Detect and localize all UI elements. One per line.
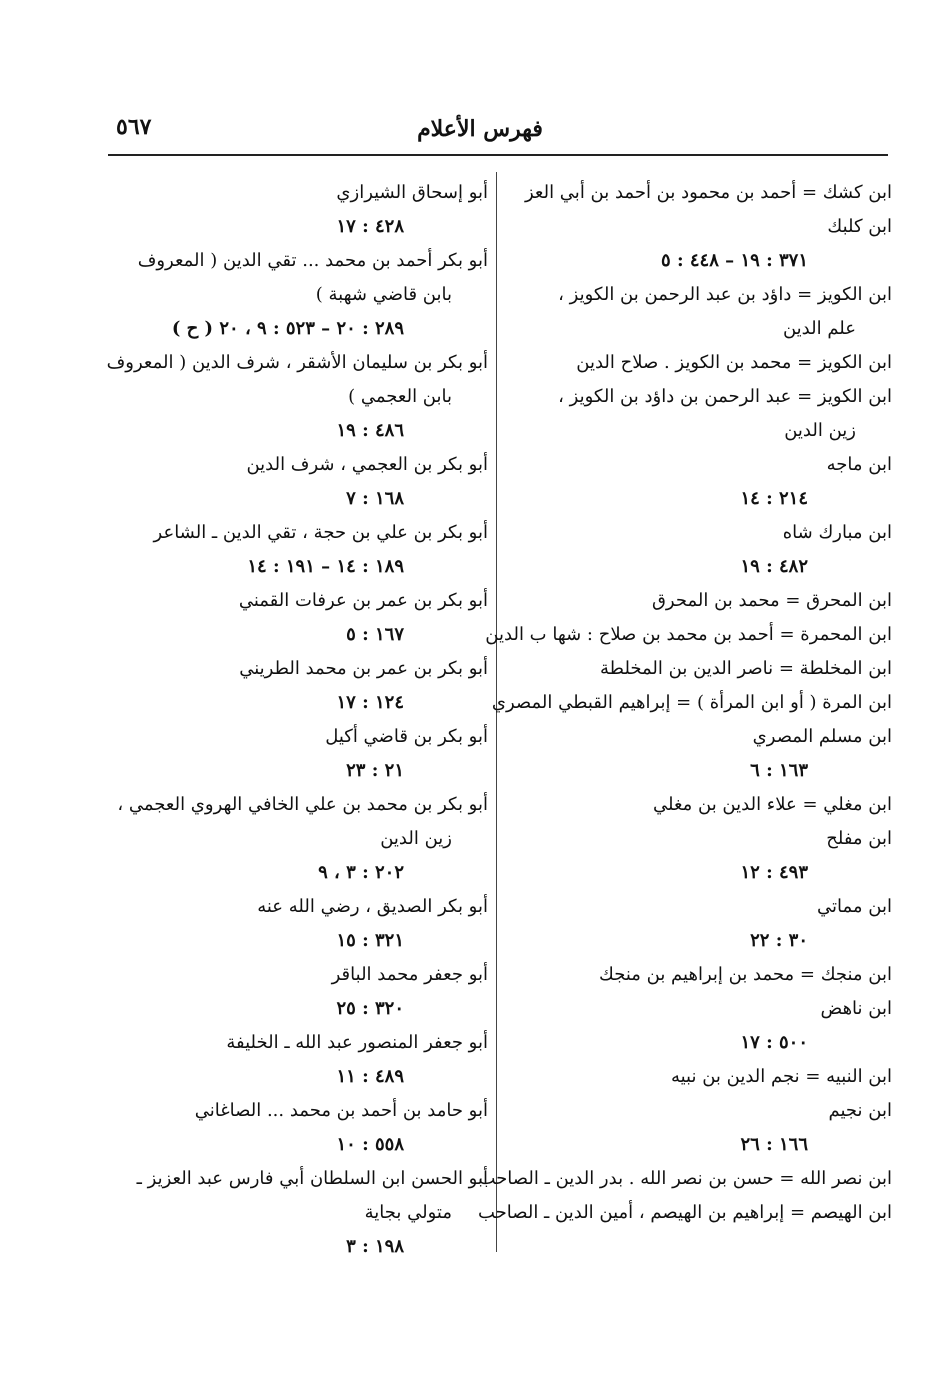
index-entry-name: أبو إسحاق الشيرازي: [336, 182, 488, 203]
index-entry-continuation: علم الدين: [782, 318, 856, 339]
index-entry-name: ابن مفلح: [826, 828, 892, 849]
index-page-reference: ٣٠ : ٢٢: [750, 930, 808, 951]
index-entry-name: ابن نصر الله = حسن بن نصر الله . بدر الدين ـ الصاحب: [478, 1168, 892, 1189]
index-page-reference: ٢١ : ٢٣: [346, 760, 404, 781]
index-entry-name: أبو بكر بن سليمان الأشقر ، شرف الدين ( المعروف: [106, 352, 488, 373]
index-entry-name: أبو بكر الصديق ، رضي الله عنه: [257, 896, 488, 917]
index-entry-name: أبو جعفر المنصور عبد الله ـ الخليفة: [226, 1032, 488, 1053]
index-entry-name: أبو بكر بن قاضي أكيل: [325, 726, 488, 747]
index-entry-name: أبو بكر أحمد بن محمد ... تقي الدين ( المعروف: [137, 250, 488, 271]
index-page-reference: ٥٠٠ : ١٧: [740, 1032, 808, 1053]
index-page-reference: ١٩٨ : ٣: [346, 1236, 404, 1257]
index-page-reference: ١٢٤ : ١٧: [336, 692, 404, 713]
header-rule: [108, 154, 888, 156]
index-page-reference: ٣٢٠ : ٢٥: [336, 998, 404, 1019]
page-title: فهرس الأعلام: [417, 116, 543, 142]
index-page-reference: ٤٨٢ : ١٩: [740, 556, 808, 577]
index-entry-continuation: زين الدين: [784, 420, 856, 441]
index-page-reference: ٣٢١ : ١٥: [336, 930, 404, 951]
page-number: ٥٦٧: [116, 114, 152, 140]
index-page-reference: ١٦٧ : ٥: [346, 624, 404, 645]
index-entry-name: أبو بكر بن عمر بن محمد الطريني: [239, 658, 488, 679]
index-entry-name: ابن النبيه = نجم الدين بن نبيه: [670, 1066, 892, 1087]
index-entry-name: أبو بكر بن عمر بن عرفات القمني: [238, 590, 488, 611]
index-entry-name: أبو بكر بن العجمي ، شرف الدين: [246, 454, 488, 475]
index-page-reference: ٤٨٦ : ١٩: [336, 420, 404, 441]
index-entry-name: ابن المحمرة = أحمد بن محمد بن صلاح : شها ب الدين: [485, 624, 892, 645]
index-page-reference: ٤٨٩ : ١١: [336, 1066, 404, 1087]
index-page-reference: ٣٧١ : ١٩ – ٤٤٨ : ٥: [661, 250, 808, 271]
index-column-right: [477, 176, 892, 1230]
index-entry-name: ابن مغلي = علاء الدين بن مغلي: [652, 794, 892, 815]
index-page-reference: ١٨٩ : ١٤ – ١٩١ : ١٤: [247, 556, 404, 577]
index-entry-name: أبو بكر بن محمد بن علي الخافي الهروي العجمي ،: [117, 794, 488, 815]
index-entry-name: ابن منجك = محمد بن إبراهيم بن منجك: [599, 964, 892, 985]
index-entry-name: ابن الهيصم = إبراهيم بن الهيصم ، أمين الدين ـ الصاحب: [477, 1202, 892, 1223]
index-entry-name: ابن ماجه: [826, 454, 892, 475]
index-entry-continuation: متولي بجاية: [364, 1202, 452, 1223]
index-page-reference: ١٦٣ : ٦: [750, 760, 808, 781]
index-page-reference: ٢٠٢ : ٣ ، ٩: [318, 862, 404, 883]
index-entry-name: أبو بكر بن علي بن حجة ، تقي الدين ـ الشاعر: [153, 522, 488, 543]
index-entry-name: ابن المحرق = محمد بن المحرق: [651, 590, 892, 611]
index-column-left: [108, 176, 488, 1264]
index-entry-name: أبو جعفر محمد الباقر: [331, 964, 488, 985]
index-entry-name: ابن مبارك شاه: [782, 522, 892, 543]
index-entry-name: ابن المرة ( أو ابن المرأة ) = إبراهيم القبطي المصري: [491, 692, 892, 713]
index-page-reference: ٥٥٨ : ١٠: [336, 1134, 404, 1155]
index-page-reference: ١٦٦ : ٢٦: [740, 1134, 808, 1155]
index-entry-name: ابن كلبك: [827, 216, 892, 237]
page-header: [0, 0, 946, 160]
index-entry-name: أبو الحسن ابن السلطان أبي فارس عبد العزيز ـ: [136, 1168, 488, 1189]
index-page-reference: ٢٨٩ : ٢٠ – ٥٢٣ : ٩ ، ٢٠ ( ح ): [171, 318, 404, 339]
index-entry-name: ابن الكويز = محمد بن الكويز . صلاح الدين: [576, 352, 892, 373]
index-entry-name: أبو حامد بن أحمد بن محمد ... الصاغاني: [194, 1100, 488, 1121]
index-entry-name: ابن الكويز = عبد الرحمن بن داؤد بن الكويز ،: [558, 386, 892, 407]
index-entry-name: ابن الكويز = داؤد بن عبد الرحمن بن الكويز ،: [558, 284, 892, 305]
index-entry-name: ابن كشك = أحمد بن محمود بن أحمد بن أبي العز: [524, 182, 892, 203]
index-entry-continuation: بابن العجمي ): [348, 386, 452, 407]
index-entry-name: ابن مماتي: [817, 896, 892, 917]
index-page-reference: ٢١٤ : ١٤: [740, 488, 808, 509]
index-entry-name: ابن المخلطة = ناصر الدين بن المخلطة: [600, 658, 892, 679]
index-page-reference: ١٦٨ : ٧: [346, 488, 404, 509]
index-entry-name: ابن نجيم: [828, 1100, 892, 1121]
index-entry-continuation: بابن قاضي شهبة ): [315, 284, 452, 305]
index-entry-name: ابن ناهض: [820, 998, 892, 1019]
index-entry-name: ابن مسلم المصري: [752, 726, 892, 747]
index-page-reference: ٤٢٨ : ١٧: [336, 216, 404, 237]
index-entry-continuation: زين الدين: [380, 828, 452, 849]
index-page-reference: ٤٩٣ : ١٢: [740, 862, 808, 883]
